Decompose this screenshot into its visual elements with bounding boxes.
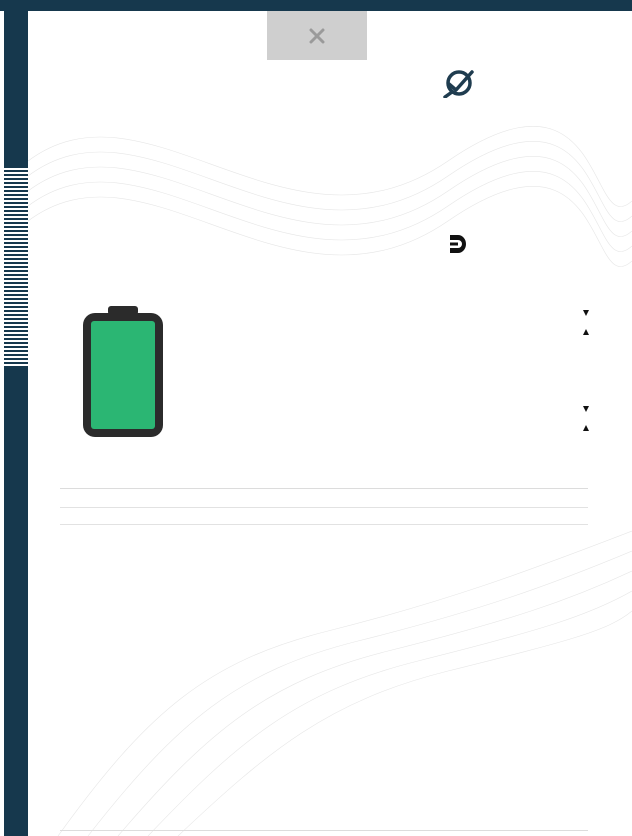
close-button[interactable]: [267, 11, 367, 60]
optiledger-logo: [440, 68, 474, 98]
estimated-capacity-marker: [583, 310, 589, 316]
close-icon: [309, 28, 325, 44]
optiledger-logo-icon: [440, 68, 474, 98]
diagnostics-header-divider: [60, 488, 588, 489]
battery-icon: [80, 305, 166, 439]
factory-capacity-marker: [583, 329, 589, 335]
battery-fill: [91, 321, 155, 429]
diagnostics-row: [60, 507, 588, 525]
side-border: [4, 11, 28, 836]
footer-divider: [60, 830, 588, 831]
factory-wltp-marker: [583, 425, 589, 431]
diagnostics-row: [60, 490, 588, 508]
dinbil-logo: [449, 234, 475, 254]
dinbil-logo-icon: [449, 234, 467, 254]
top-border: [0, 0, 632, 11]
estimated-wltp-marker: [583, 406, 589, 412]
side-stripes: [4, 166, 28, 366]
